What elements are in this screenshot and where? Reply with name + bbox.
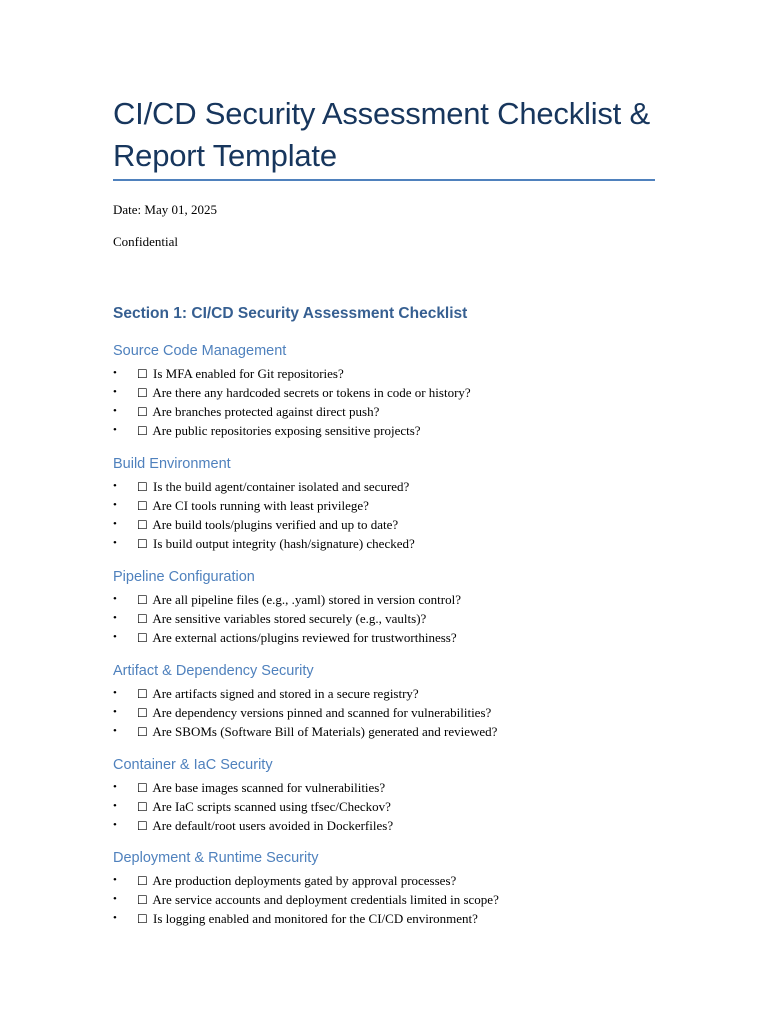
bullet-icon: • bbox=[113, 781, 117, 793]
checklist-item bbox=[113, 609, 655, 628]
checklist-item bbox=[113, 890, 655, 909]
checklist-item bbox=[113, 722, 655, 741]
bullet-icon: • bbox=[113, 706, 117, 718]
checklist-item bbox=[113, 477, 655, 496]
checklist-item-text: Are service accounts and deployment credentials limited in scope? bbox=[152, 892, 499, 907]
checklist-item-text: Are branches protected against direct push? bbox=[152, 404, 380, 419]
group-source-code-management bbox=[113, 341, 655, 440]
group-pipeline-configuration bbox=[113, 567, 655, 647]
bullet-icon: • bbox=[113, 386, 117, 398]
checkbox-icon[interactable]: ☐ bbox=[137, 612, 148, 626]
checklist-item-text: Is MFA enabled for Git repositories? bbox=[153, 366, 344, 381]
checklist-item-text: Are public repositories exposing sensitive projects? bbox=[152, 423, 421, 438]
checkbox-icon[interactable]: ☐ bbox=[137, 687, 148, 701]
checklist-item-text: Are there any hardcoded secrets or tokens in code or history? bbox=[152, 385, 471, 400]
checklist-item bbox=[113, 797, 655, 816]
checkbox-icon[interactable]: ☐ bbox=[137, 912, 148, 926]
checklist bbox=[113, 778, 655, 835]
checklist-item-text: Are production deployments gated by approval processes? bbox=[152, 873, 457, 888]
checkbox-icon[interactable]: ☐ bbox=[137, 893, 148, 907]
group-title: Pipeline Configuration bbox=[113, 569, 255, 585]
group-container-iac-security bbox=[113, 755, 655, 835]
document-title bbox=[113, 93, 655, 177]
checklist-item bbox=[113, 628, 655, 647]
bullet-icon: • bbox=[113, 725, 117, 737]
checklist-item bbox=[113, 402, 655, 421]
checkbox-icon[interactable]: ☐ bbox=[137, 706, 148, 720]
checklist bbox=[113, 590, 655, 647]
group-title: Build Environment bbox=[113, 456, 231, 472]
checklist-item-text: Are external actions/plugins reviewed for trustworthiness? bbox=[152, 630, 457, 645]
title-line-1: CI/CD Security Assessment Checklist & bbox=[113, 96, 650, 131]
title-underline bbox=[113, 179, 655, 181]
section-title: Section 1: CI/CD Security Assessment Checklist bbox=[113, 305, 468, 322]
checklist bbox=[113, 684, 655, 741]
checkbox-icon[interactable]: ☐ bbox=[137, 367, 148, 381]
checklist-item-text: Are dependency versions pinned and scanned for vulnerabilities? bbox=[152, 705, 492, 720]
group-build-environment bbox=[113, 454, 655, 553]
checklist-item-text: Is the build agent/container isolated and secured? bbox=[153, 479, 410, 494]
group-deployment-runtime-security bbox=[113, 848, 655, 928]
checklist-item bbox=[113, 515, 655, 534]
checklist-item bbox=[113, 534, 655, 553]
checkbox-icon[interactable]: ☐ bbox=[137, 386, 148, 400]
checklist-item bbox=[113, 778, 655, 797]
checkbox-icon[interactable]: ☐ bbox=[137, 518, 148, 532]
document-date: Date: May 01, 2025 bbox=[113, 202, 217, 217]
checkbox-icon[interactable]: ☐ bbox=[137, 424, 148, 438]
group-title: Container & IaC Security bbox=[113, 757, 273, 773]
checkbox-icon[interactable]: ☐ bbox=[137, 725, 148, 739]
bullet-icon: • bbox=[113, 612, 117, 624]
group-artifact-dependency-security bbox=[113, 661, 655, 741]
bullet-icon: • bbox=[113, 424, 117, 436]
checklist bbox=[113, 477, 655, 553]
checklist-item bbox=[113, 421, 655, 440]
bullet-icon: • bbox=[113, 800, 117, 812]
checklist-item bbox=[113, 383, 655, 402]
checklist-item-text: Are build tools/plugins verified and up to date? bbox=[152, 517, 399, 532]
group-title: Source Code Management bbox=[113, 343, 287, 359]
checklist-item-text: Are default/root users avoided in Dockerfiles? bbox=[152, 818, 394, 833]
checklist-item bbox=[113, 816, 655, 835]
bullet-icon: • bbox=[113, 480, 117, 492]
bullet-icon: • bbox=[113, 893, 117, 905]
checkbox-icon[interactable]: ☐ bbox=[137, 480, 148, 494]
checkbox-icon[interactable]: ☐ bbox=[137, 631, 148, 645]
checkbox-icon[interactable]: ☐ bbox=[137, 874, 148, 888]
checklist-item bbox=[113, 871, 655, 890]
bullet-icon: • bbox=[113, 687, 117, 699]
checklist-item bbox=[113, 684, 655, 703]
checklist-item-text: Are IaC scripts scanned using tfsec/Checkov? bbox=[152, 799, 391, 814]
checklist-item bbox=[113, 703, 655, 722]
checkbox-icon[interactable]: ☐ bbox=[137, 781, 148, 795]
bullet-icon: • bbox=[113, 537, 117, 549]
checklist-item-text: Is logging enabled and monitored for the CI/CD environment? bbox=[153, 911, 478, 926]
bullet-icon: • bbox=[113, 367, 117, 379]
bullet-icon: • bbox=[113, 819, 117, 831]
checkbox-icon[interactable]: ☐ bbox=[137, 593, 148, 607]
title-line-2: Report Template bbox=[113, 138, 337, 173]
checkbox-icon[interactable]: ☐ bbox=[137, 405, 148, 419]
checklist-item bbox=[113, 590, 655, 609]
checklist-item bbox=[113, 496, 655, 515]
checklist-item-text: Are sensitive variables stored securely (e.g., vaults)? bbox=[152, 611, 427, 626]
checklist-item-text: Are base images scanned for vulnerabilities? bbox=[152, 780, 386, 795]
group-title: Deployment & Runtime Security bbox=[113, 850, 319, 866]
checkbox-icon[interactable]: ☐ bbox=[137, 499, 148, 513]
checklist bbox=[113, 871, 655, 928]
checklist-item-text: Are CI tools running with least privilege? bbox=[152, 498, 369, 513]
bullet-icon: • bbox=[113, 518, 117, 530]
checkbox-icon[interactable]: ☐ bbox=[137, 800, 148, 814]
bullet-icon: • bbox=[113, 874, 117, 886]
checklist-item-text: Are SBOMs (Software Bill of Materials) generated and reviewed? bbox=[152, 724, 498, 739]
bullet-icon: • bbox=[113, 593, 117, 605]
checklist-item bbox=[113, 909, 655, 928]
bullet-icon: • bbox=[113, 499, 117, 511]
group-title: Artifact & Dependency Security bbox=[113, 663, 314, 679]
checklist bbox=[113, 364, 655, 440]
checklist-item-text: Are all pipeline files (e.g., .yaml) stored in version control? bbox=[152, 592, 461, 607]
checklist-item bbox=[113, 364, 655, 383]
checklist-item-text: Are artifacts signed and stored in a secure registry? bbox=[152, 686, 419, 701]
checkbox-icon[interactable]: ☐ bbox=[137, 537, 148, 551]
bullet-icon: • bbox=[113, 631, 117, 643]
confidentiality-label: Confidential bbox=[113, 234, 178, 249]
bullet-icon: • bbox=[113, 912, 117, 924]
checkbox-icon[interactable]: ☐ bbox=[137, 819, 148, 833]
checklist-item-text: Is build output integrity (hash/signature) checked? bbox=[153, 536, 415, 551]
bullet-icon: • bbox=[113, 405, 117, 417]
